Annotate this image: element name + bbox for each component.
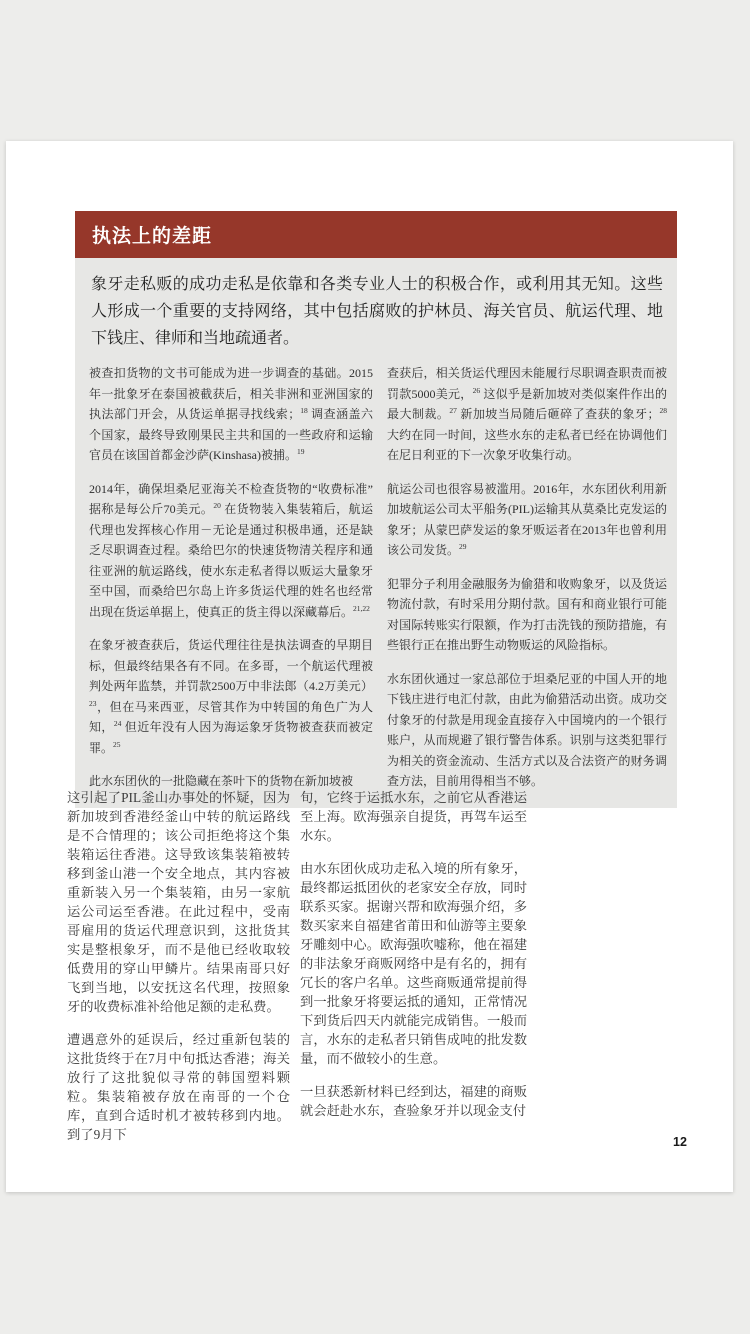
panel-header [75, 211, 677, 258]
paragraph: 这引起了PIL釜山办事处的怀疑，因为新加坡到香港经釜山中转的航运路线是不合情理的；该公司拒绝将这个集装箱运往香港。这导致该集装箱被转移到釜山港一个安全地点，其内容被重新装入另一个集装箱，由另一家航运公司运至香港。在此过程中，受南哥雇用的货运代理意识到，这批货其实是整根象牙，而不是他已经收取较低费用的穿山甲鳞片。结果南哥只好飞到当地，以安抚这名代理，按照象牙的收费标准补给他足额的走私费。 [67, 790, 290, 1014]
panel-intro: 象牙走私贩的成功走私是依靠和各类专业人士的积极合作，或利用其无知。这些人形成一个重要的支持网络，其中包括腐败的护林员、海关官员、航运代理、地下钱庄、律师和当地疏通者。 [91, 276, 663, 347]
document-card [6, 141, 733, 1192]
paragraph: 旬，它终于运抵水东，之前它从香港运至上海。欧海强亲自提货，再驾车运至水东。 [300, 790, 527, 843]
paragraph: 2014年，确保坦桑尼亚海关不检查货物的“收费标准”据称是每公斤70美元。$^{20}$ 在货物装入集装箱后，航运代理也发挥核心作用－无论是通过积极串通，还是缺乏尽职调查过程。桑给巴尔的快速货物清关程序和通往亚洲的航运路线，使水东走私者得以贩运大量象牙至中国，而桑给巴尔岛上许多货运代理的姓名也经常出现在货运单据上，使真正的货主得以深藏幕后。$^{21,22}$ [89, 481, 373, 619]
paragraph: 此水东团伙的一批隐藏在茶叶下的货物在新加坡被 [89, 774, 354, 788]
panel-column-right [387, 363, 667, 792]
paragraph: 由水东团伙成功走私入境的所有象牙，最终都运抵团伙的老家安全存放，同时联系买家。据谢兴帮和欧海强介绍，多数买家来自福建省莆田和仙游等主要象牙雕刻中心。欧海强吹嘘称，他在福建的非法象牙商贩网络中是有名的，拥有冗长的客户名单。这些商贩通常提前得到一批象牙将要运抵的通知，正常情况下到货后四天内就能完成销售。一般而言，水东的走私者只销售成吨的批发数量，而不做较小的生意。 [300, 861, 527, 1066]
paragraph: 水东团伙通过一家总部位于坦桑尼亚的中国人开的地下钱庄进行电汇付款，由此为偷猎活动出资。成功交付象牙的付款是用现金直接存入中国境内的一个银行账户，从而规避了银行警告体系。识别与这类犯罪行为相关的资金流动、生活方式以及合法资产的财务调查方法，目前用得相当不够。 [387, 671, 667, 788]
body-column-left [67, 788, 290, 1144]
paragraph: 犯罪分子利用金融服务为偷猎和收购象牙，以及货运物流付款，有时采用分期付款。国有和商业银行可能对国际转账实行限额，作为打击洗钱的预防措施，有些银行正在推出野生动物贩运的风险指标。 [387, 576, 667, 652]
panel-title: 执法上的差距 [92, 226, 213, 247]
body-text-columns [67, 788, 533, 1144]
paragraph: 一旦获悉新材料已经到达，福建的商贩就会赶赴水东，查验象牙并以现金支付 [300, 1084, 527, 1118]
panel-column-left [89, 363, 373, 792]
paragraph: 航运公司也很容易被滥用。2016年，水东团伙利用新加坡航运公司太平船务(PIL)运输其从莫桑比克发运的象牙；从蒙巴萨发运的象牙贩运者在2013年也曾利用该公司发货。$^{29}$ [387, 481, 667, 557]
paragraph: 被查扣货物的文书可能成为进一步调查的基础。2015年一批象牙在泰国被截获后，相关非洲和亚洲国家的执法部门开会，从货运单据寻找线索；$^{18}$ 调查涵盖六个国家，最终导致刚果民主共和国的一些政府和运输官员在该国首都金沙萨(Kinshasa)被捕。$^{19}$ [89, 366, 373, 462]
panel-body [75, 258, 677, 808]
panel-columns [89, 363, 667, 792]
body-column-right [300, 788, 527, 1144]
paragraph: 在象牙被查获后，货运代理往往是执法调查的早期目标，但最终结果各有不同。在多哥，一个航运代理被判处两年监禁，并罚款2500万中非法郎（4.2万美元）$^{23}$，但在马来西亚，尽管其作为中转国的角色广为人知，$^{24}$ 但近年没有人因为海运象牙货物被查获而被定罪。$^{25}$ [89, 638, 373, 755]
paragraph: 查获后，相关货运代理因未能履行尽职调查职责而被罚款5000美元，$^{26}$ 这似乎是新加坡对类似案件作出的最大制裁。$^{27}$ 新加坡当局随后砸碎了查获的象牙；$^{28}$ 大约在同一时间，这些水东的走私者已经在协调他们在尼日利亚的下一次象牙收集行动。 [387, 366, 667, 462]
paragraph: 遭遇意外的延误后，经过重新包装的这批货终于在7月中旬抵达香港；海关放行了这批貌似寻常的韩国塑料颗粒。集装箱被存放在南哥的一个仓库，直到合适时机才被转移到内地。到了9月下 [67, 1032, 290, 1142]
enforcement-gap-panel [75, 211, 677, 808]
page-number: 12 [673, 1135, 687, 1149]
